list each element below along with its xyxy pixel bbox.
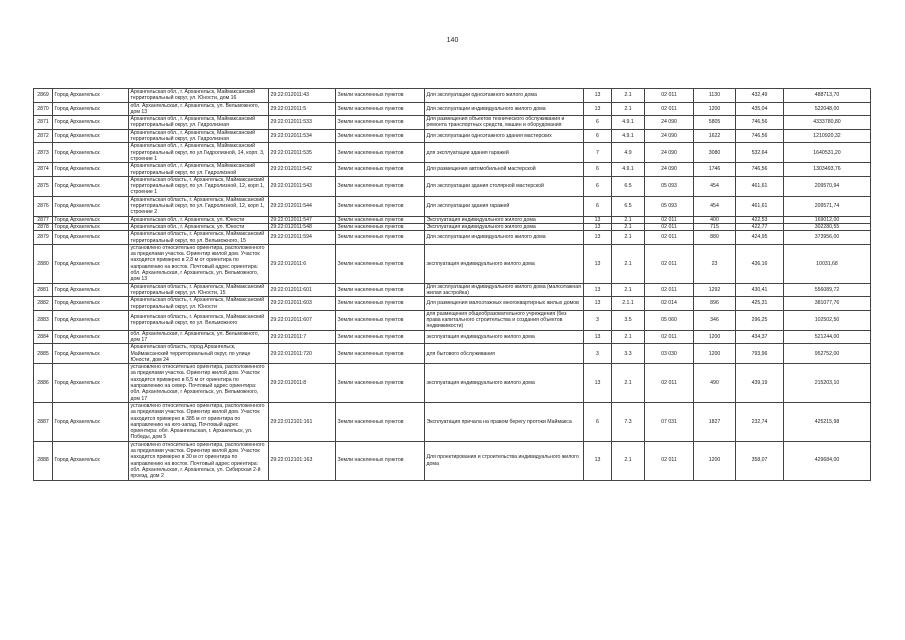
- land-category-cell: Земли населенных пунктов: [336, 310, 425, 330]
- address-cell: установлено относительно ориентира, расположенного за пределами участка. Ориентир жилой дом. Участок находится примерно в 30 м от ориентира по направлению на восток. Почтовый адрес ориентира: обл. Архангельская, г. Архангельск, ул. Сибирская 2-й проезд, дом 2: [129, 441, 269, 480]
- zone-cell: 13: [584, 441, 612, 480]
- cadastral-value-cell: 1210920,32: [784, 129, 871, 143]
- table-row: [34, 196, 871, 216]
- table-row: [34, 216, 871, 223]
- use-code-cell: 2.1: [612, 364, 645, 403]
- permitted-use-cell: для эксплуатации здания гаражей: [425, 143, 584, 163]
- address-cell: Архангельская область, город Архангельск, Маймаксанский территориальный округ, по улице Юности, дом 24: [129, 344, 269, 364]
- cost-code-cell: 02 011: [645, 330, 694, 344]
- zone-cell: 6: [584, 129, 612, 143]
- permitted-use-cell: Эксплуатация причала на правом берегу протоки Маймакса: [425, 402, 584, 441]
- zone-cell: 3: [584, 310, 612, 330]
- row-number-cell: 2881: [34, 283, 53, 297]
- address-cell: обл. Архангельская, г. Архангельск, ул. Вельможного, дом 13: [129, 102, 269, 116]
- cost-code-cell: 05 093: [645, 176, 694, 196]
- area-cell: 1292: [694, 283, 736, 297]
- specific-value-cell: 461,61: [736, 196, 784, 216]
- area-cell: 454: [694, 176, 736, 196]
- area-cell: 454: [694, 196, 736, 216]
- table-row: [34, 297, 871, 311]
- settlement-cell: Город Архангельск: [53, 129, 129, 143]
- cadastral-number-cell: 29:22:012011:534: [269, 129, 336, 143]
- area-cell: 490: [694, 364, 736, 403]
- cadastral-value-cell: 102502,50: [784, 310, 871, 330]
- table-row: [34, 344, 871, 364]
- table-row: [34, 176, 871, 196]
- row-number-cell: 2877: [34, 216, 53, 223]
- specific-value-cell: 296,25: [736, 310, 784, 330]
- cost-code-cell: 07 031: [645, 402, 694, 441]
- cadastral-number-cell: 29:22:012011:720: [269, 344, 336, 364]
- cadastral-value-cell: 381077,76: [784, 297, 871, 311]
- specific-value-cell: 532,64: [736, 143, 784, 163]
- cost-code-cell: 02 011: [645, 216, 694, 223]
- zone-cell: 13: [584, 297, 612, 311]
- zone-cell: 6: [584, 176, 612, 196]
- table-row: [34, 402, 871, 441]
- row-number-cell: 2878: [34, 223, 53, 230]
- area-cell: 1200: [694, 330, 736, 344]
- row-number-cell: 2873: [34, 143, 53, 163]
- settlement-cell: Город Архангельск: [53, 216, 129, 223]
- address-cell: Архангельская область, г. Архангельск, Маймаксанский территориальный округ, по ул. Гидролизной, 12, корп 1, строение 2: [129, 196, 269, 216]
- zone-cell: 6: [584, 163, 612, 177]
- cadastral-value-cell: 209570,94: [784, 176, 871, 196]
- settlement-cell: Город Архангельск: [53, 364, 129, 403]
- table-row: [34, 310, 871, 330]
- table-row: [34, 163, 871, 177]
- permitted-use-cell: Для размещения автомобильной мастерской: [425, 163, 584, 177]
- table-row: [34, 223, 871, 230]
- cadastral-number-cell: 29:22:012011:43: [269, 89, 336, 103]
- use-code-cell: 4.9.1: [612, 129, 645, 143]
- table-row: [34, 129, 871, 143]
- row-number-cell: 2883: [34, 310, 53, 330]
- land-category-cell: Земли населенных пунктов: [336, 283, 425, 297]
- table-row: [34, 89, 871, 103]
- settlement-cell: Город Архангельск: [53, 441, 129, 480]
- cadastral-number-cell: 29:22:012011:542: [269, 163, 336, 177]
- address-cell: Архангельская область, г. Архангельск, Маймаксанский территориальный округ, ул. Юности, 15: [129, 283, 269, 297]
- use-code-cell: 2.1: [612, 330, 645, 344]
- area-cell: 346: [694, 310, 736, 330]
- cost-code-cell: 02 011: [645, 283, 694, 297]
- settlement-cell: Город Архангельск: [53, 297, 129, 311]
- specific-value-cell: 425,31: [736, 297, 784, 311]
- use-code-cell: 2.1: [612, 89, 645, 103]
- settlement-cell: Город Архангельск: [53, 143, 129, 163]
- specific-value-cell: 432,49: [736, 89, 784, 103]
- row-number-cell: 2882: [34, 297, 53, 311]
- area-cell: 5805: [694, 116, 736, 130]
- land-category-cell: Земли населенных пунктов: [336, 176, 425, 196]
- settlement-cell: Город Архангельск: [53, 223, 129, 230]
- cadastral-number-cell: 29:22:012011:8: [269, 364, 336, 403]
- land-category-cell: Земли населенных пунктов: [336, 216, 425, 223]
- specific-value-cell: 746,56: [736, 129, 784, 143]
- specific-value-cell: 746,56: [736, 116, 784, 130]
- cadastral-number-cell: 29:22:012011:607: [269, 310, 336, 330]
- settlement-cell: Город Архангельск: [53, 244, 129, 283]
- cadastral-number-cell: 29:22:012011:594: [269, 231, 336, 245]
- permitted-use-cell: Для размещения малоэтажных многоквартирных жилых домов: [425, 297, 584, 311]
- permitted-use-cell: для размещения общеобразовательного учреждения (без права капитального строительства и создания объектов недвижимости): [425, 310, 584, 330]
- cost-code-cell: 24 090: [645, 129, 694, 143]
- settlement-cell: Город Архангельск: [53, 310, 129, 330]
- settlement-cell: Город Архангельск: [53, 344, 129, 364]
- use-code-cell: 7.3: [612, 402, 645, 441]
- cadastral-number-cell: 29:22:012011:547: [269, 216, 336, 223]
- cadastral-value-cell: 169012,00: [784, 216, 871, 223]
- zone-cell: 3: [584, 344, 612, 364]
- use-code-cell: 2.1: [612, 283, 645, 297]
- zone-cell: 13: [584, 283, 612, 297]
- table-row: [34, 244, 871, 283]
- permitted-use-cell: Эксплуатация индивидуального жилого дома: [425, 223, 584, 230]
- specific-value-cell: 436,16: [736, 244, 784, 283]
- zone-cell: 6: [584, 402, 612, 441]
- row-number-cell: 2886: [34, 364, 53, 403]
- specific-value-cell: 461,61: [736, 176, 784, 196]
- use-code-cell: 4.9.1: [612, 163, 645, 177]
- cadastral-value-cell: 373956,00: [784, 231, 871, 245]
- specific-value-cell: 422,53: [736, 216, 784, 223]
- cadastral-number-cell: 29:22:012011:601: [269, 283, 336, 297]
- land-category-cell: Земли населенных пунктов: [336, 330, 425, 344]
- cost-code-cell: 02 011: [645, 364, 694, 403]
- row-number-cell: 2876: [34, 196, 53, 216]
- permitted-use-cell: для бытового обслуживания: [425, 344, 584, 364]
- cost-code-cell: 02 011: [645, 231, 694, 245]
- cadastral-value-cell: 522048,00: [784, 102, 871, 116]
- land-category-cell: Земли населенных пунктов: [336, 344, 425, 364]
- table-row: [34, 330, 871, 344]
- area-cell: 715: [694, 223, 736, 230]
- use-code-cell: 3.5: [612, 310, 645, 330]
- area-cell: 1746: [694, 163, 736, 177]
- cadastral-value-cell: 302280,55: [784, 223, 871, 230]
- permitted-use-cell: эксплуатация индивидуального жилого дома: [425, 330, 584, 344]
- land-category-cell: Земли населенных пунктов: [336, 89, 425, 103]
- cadastral-number-cell: 29:22:012011:533: [269, 116, 336, 130]
- address-cell: Архангельская обл., г. Архангельск, ул. Юности: [129, 223, 269, 230]
- cadastral-value-cell: 556089,72: [784, 283, 871, 297]
- cost-code-cell: 02 011: [645, 244, 694, 283]
- area-cell: 1200: [694, 441, 736, 480]
- area-cell: 1130: [694, 89, 736, 103]
- permitted-use-cell: Для эксплуатации одноэтажного жилого дома: [425, 89, 584, 103]
- cadastral-number-cell: 29:22:012011:603: [269, 297, 336, 311]
- row-number-cell: 2880: [34, 244, 53, 283]
- settlement-cell: Город Архангельск: [53, 231, 129, 245]
- specific-value-cell: 434,37: [736, 330, 784, 344]
- specific-value-cell: 430,41: [736, 283, 784, 297]
- settlement-cell: Город Архангельск: [53, 102, 129, 116]
- permitted-use-cell: эксплуатация индивидуального жилого дома: [425, 364, 584, 403]
- cadastral-value-cell: 1303493,76: [784, 163, 871, 177]
- settlement-cell: Город Архангельск: [53, 176, 129, 196]
- cadastral-value-cell: 10031,68: [784, 244, 871, 283]
- cadastral-number-cell: 29:22:012011:543: [269, 176, 336, 196]
- row-number-cell: 2871: [34, 116, 53, 130]
- use-code-cell: 6.5: [612, 176, 645, 196]
- land-registry-table: [33, 88, 871, 481]
- table-row: [34, 102, 871, 116]
- table-row: [34, 441, 871, 480]
- settlement-cell: Город Архангельск: [53, 116, 129, 130]
- area-cell: 1622: [694, 129, 736, 143]
- settlement-cell: Город Архангельск: [53, 89, 129, 103]
- cadastral-number-cell: 29:22:012101:161: [269, 402, 336, 441]
- cost-code-cell: 02 011: [645, 441, 694, 480]
- cost-code-cell: 02 011: [645, 89, 694, 103]
- address-cell: Архангельская область, г. Архангельск, Маймаксанский территориальный округ, ул. Юности: [129, 297, 269, 311]
- row-number-cell: 2884: [34, 330, 53, 344]
- permitted-use-cell: Для эксплуатации индивидуального жилого дома: [425, 102, 584, 116]
- address-cell: Архангельская область, г. Архангельск, Маймаксанский территориальный округ, по ул. Вельможного, 15: [129, 231, 269, 245]
- use-code-cell: 2.1: [612, 216, 645, 223]
- specific-value-cell: 424,95: [736, 231, 784, 245]
- area-cell: 400: [694, 216, 736, 223]
- zone-cell: 13: [584, 216, 612, 223]
- row-number-cell: 2875: [34, 176, 53, 196]
- land-category-cell: Земли населенных пунктов: [336, 116, 425, 130]
- zone-cell: 13: [584, 330, 612, 344]
- specific-value-cell: 232,74: [736, 402, 784, 441]
- use-code-cell: 2.1: [612, 231, 645, 245]
- cost-code-cell: 24 090: [645, 143, 694, 163]
- use-code-cell: 2.1: [612, 223, 645, 230]
- address-cell: Архангельская обл., г. Архангельск, ул. Юности: [129, 216, 269, 223]
- permitted-use-cell: Для проектирования и строительства индивидуального жилого дома: [425, 441, 584, 480]
- use-code-cell: 4.9.1: [612, 116, 645, 130]
- settlement-cell: Город Архангельск: [53, 402, 129, 441]
- use-code-cell: 4.9: [612, 143, 645, 163]
- zone-cell: 13: [584, 89, 612, 103]
- use-code-cell: 6.5: [612, 196, 645, 216]
- land-category-cell: Земли населенных пунктов: [336, 364, 425, 403]
- row-number-cell: 2879: [34, 231, 53, 245]
- settlement-cell: Город Архангельск: [53, 330, 129, 344]
- cost-code-cell: 02 011: [645, 102, 694, 116]
- permitted-use-cell: эксплуатация индивидуального жилого дома: [425, 244, 584, 283]
- cadastral-number-cell: 29:22:012011:548: [269, 223, 336, 230]
- cost-code-cell: 24 090: [645, 116, 694, 130]
- table-row: [34, 283, 871, 297]
- use-code-cell: 2.1: [612, 102, 645, 116]
- zone-cell: 13: [584, 223, 612, 230]
- zone-cell: 13: [584, 244, 612, 283]
- zone-cell: 13: [584, 231, 612, 245]
- address-cell: Архангельская обл., г. Архангельск, Маймаксанский территориальный округ, ул. Гидролизная: [129, 129, 269, 143]
- address-cell: обл. Архангельская, г. Архангельск, ул. Вельможного, дом 17: [129, 330, 269, 344]
- zone-cell: 6: [584, 196, 612, 216]
- table-row: [34, 364, 871, 403]
- settlement-cell: Город Архангельск: [53, 196, 129, 216]
- row-number-cell: 2885: [34, 344, 53, 364]
- cadastral-value-cell: 521244,00: [784, 330, 871, 344]
- cost-code-cell: 05 060: [645, 310, 694, 330]
- settlement-cell: Город Архангельск: [53, 163, 129, 177]
- land-category-cell: Земли населенных пунктов: [336, 231, 425, 245]
- row-number-cell: 2872: [34, 129, 53, 143]
- cadastral-value-cell: 4333780,80: [784, 116, 871, 130]
- cadastral-value-cell: 429684,00: [784, 441, 871, 480]
- permitted-use-cell: Эксплуатация индивидуального жилого дома: [425, 216, 584, 223]
- area-cell: 1200: [694, 102, 736, 116]
- area-cell: 880: [694, 231, 736, 245]
- area-cell: 23: [694, 244, 736, 283]
- cadastral-number-cell: 29:22:012011:7: [269, 330, 336, 344]
- cadastral-number-cell: 29:22:012011:535: [269, 143, 336, 163]
- cadastral-value-cell: 488713,70: [784, 89, 871, 103]
- area-cell: 1827: [694, 402, 736, 441]
- zone-cell: 13: [584, 102, 612, 116]
- row-number-cell: 2870: [34, 102, 53, 116]
- specific-value-cell: 422,77: [736, 223, 784, 230]
- table-row: [34, 231, 871, 245]
- area-cell: 1200: [694, 344, 736, 364]
- permitted-use-cell: Для эксплуатации одноэтажного здания мастерских: [425, 129, 584, 143]
- specific-value-cell: 746,56: [736, 163, 784, 177]
- cadastral-number-cell: 29:22:012011:544: [269, 196, 336, 216]
- cost-code-cell: 03 030: [645, 344, 694, 364]
- cost-code-cell: 24 090: [645, 163, 694, 177]
- cost-code-cell: 02 014: [645, 297, 694, 311]
- cadastral-value-cell: 209571,74: [784, 196, 871, 216]
- address-cell: установлено относительно ориентира, расположенного за пределами участка. Ориентир жилой дом. Участок находится примерно в 6,5 м от ориентира по направлению на север. Почтовый адрес ориентира: обл. Архангельская, г Архангельск, ул. Вельможного, дом 17: [129, 364, 269, 403]
- cadastral-number-cell: 29:22:012011:5: [269, 102, 336, 116]
- land-category-cell: Земли населенных пунктов: [336, 196, 425, 216]
- land-category-cell: Земли населенных пунктов: [336, 402, 425, 441]
- specific-value-cell: 439,19: [736, 364, 784, 403]
- cost-code-cell: 02 011: [645, 223, 694, 230]
- permitted-use-cell: Для эксплуатации здания столярной мастерской: [425, 176, 584, 196]
- specific-value-cell: 793,96: [736, 344, 784, 364]
- row-number-cell: 2887: [34, 402, 53, 441]
- cadastral-value-cell: 215203,10: [784, 364, 871, 403]
- use-code-cell: 2.1: [612, 441, 645, 480]
- table-row: [34, 143, 871, 163]
- use-code-cell: 2.1.1: [612, 297, 645, 311]
- address-cell: Архангельская обл., г. Архангельск, Маймаксанский территориальный округ, ул. Юности, дом 16: [129, 89, 269, 103]
- row-number-cell: 2874: [34, 163, 53, 177]
- address-cell: Архангельская обл., г. Архангельск, Маймаксанский территориальный округ, ул. Гидролизная: [129, 116, 269, 130]
- land-category-cell: Земли населенных пунктов: [336, 143, 425, 163]
- zone-cell: 13: [584, 364, 612, 403]
- specific-value-cell: 435,04: [736, 102, 784, 116]
- page-number: 140: [446, 37, 459, 44]
- land-category-cell: Земли населенных пунктов: [336, 441, 425, 480]
- address-cell: Архангельская обл., г. Архангельск, Маймаксанский территориальный округ, по ул. Гидролизной: [129, 163, 269, 177]
- land-category-cell: Земли населенных пунктов: [336, 244, 425, 283]
- row-number-cell: 2869: [34, 89, 53, 103]
- permitted-use-cell: Для размещения объектов технического обслуживания и ремонта транспортных средств, машин и оборудования: [425, 116, 584, 130]
- land-category-cell: Земли населенных пунктов: [336, 223, 425, 230]
- zone-cell: 7: [584, 143, 612, 163]
- zone-cell: 6: [584, 116, 612, 130]
- cadastral-value-cell: 952752,00: [784, 344, 871, 364]
- registry-body: [34, 89, 871, 481]
- permitted-use-cell: Для эксплуатации здания гаражей: [425, 196, 584, 216]
- use-code-cell: 3.3: [612, 344, 645, 364]
- land-category-cell: Земли населенных пунктов: [336, 163, 425, 177]
- area-cell: 896: [694, 297, 736, 311]
- permitted-use-cell: Для эксплуатации индивидуального жилого дома: [425, 231, 584, 245]
- area-cell: 3080: [694, 143, 736, 163]
- specific-value-cell: 358,07: [736, 441, 784, 480]
- address-cell: Архангельская область, г. Архангельск, Маймаксанский территориальный округ, по ул. Вельможного: [129, 310, 269, 330]
- land-category-cell: Земли населенных пунктов: [336, 297, 425, 311]
- cadastral-value-cell: 1640531,20: [784, 143, 871, 163]
- address-cell: установлено относительно ориентира, расположенного за пределами участка. Ориентир жилой дом. Участок находится примерно в 385 м от ориентира по направлению на юго-запад. Почтовый адрес ориентира: обл. Архангельская, г. Архангельск, ул. Победы, дом 5: [129, 402, 269, 441]
- cadastral-number-cell: 29:22:012011:6: [269, 244, 336, 283]
- row-number-cell: 2888: [34, 441, 53, 480]
- address-cell: установлено относительно ориентира, расположенного за пределами участка. Ориентир жилой дом. Участок находится примерно в 2,8 м от ориентира по направлению на восток. Почтовый адрес ориентира: обл. Архангельская, г Архангельск, ул. Вельможного, дом 13: [129, 244, 269, 283]
- address-cell: Архангельская область, г. Архангельск, Маймаксанский территориальный округ, по ул. Гидролизной, 12, корп 1, строение 1: [129, 176, 269, 196]
- address-cell: Архангельская обл., г. Архангельск, Маймаксанский территориальный округ, по ул.Гидролизной, 14, корп. 3, строение 1: [129, 143, 269, 163]
- land-category-cell: Земли населенных пунктов: [336, 102, 425, 116]
- settlement-cell: Город Архангельск: [53, 283, 129, 297]
- cadastral-value-cell: 425215,98: [784, 402, 871, 441]
- permitted-use-cell: Для эксплуатации индивидуального жилого дома (малоэтажная жилая застройка): [425, 283, 584, 297]
- land-category-cell: Земли населенных пунктов: [336, 129, 425, 143]
- use-code-cell: 2.1: [612, 244, 645, 283]
- table-row: [34, 116, 871, 130]
- cadastral-number-cell: 29:22:012101:163: [269, 441, 336, 480]
- cost-code-cell: 05 093: [645, 196, 694, 216]
